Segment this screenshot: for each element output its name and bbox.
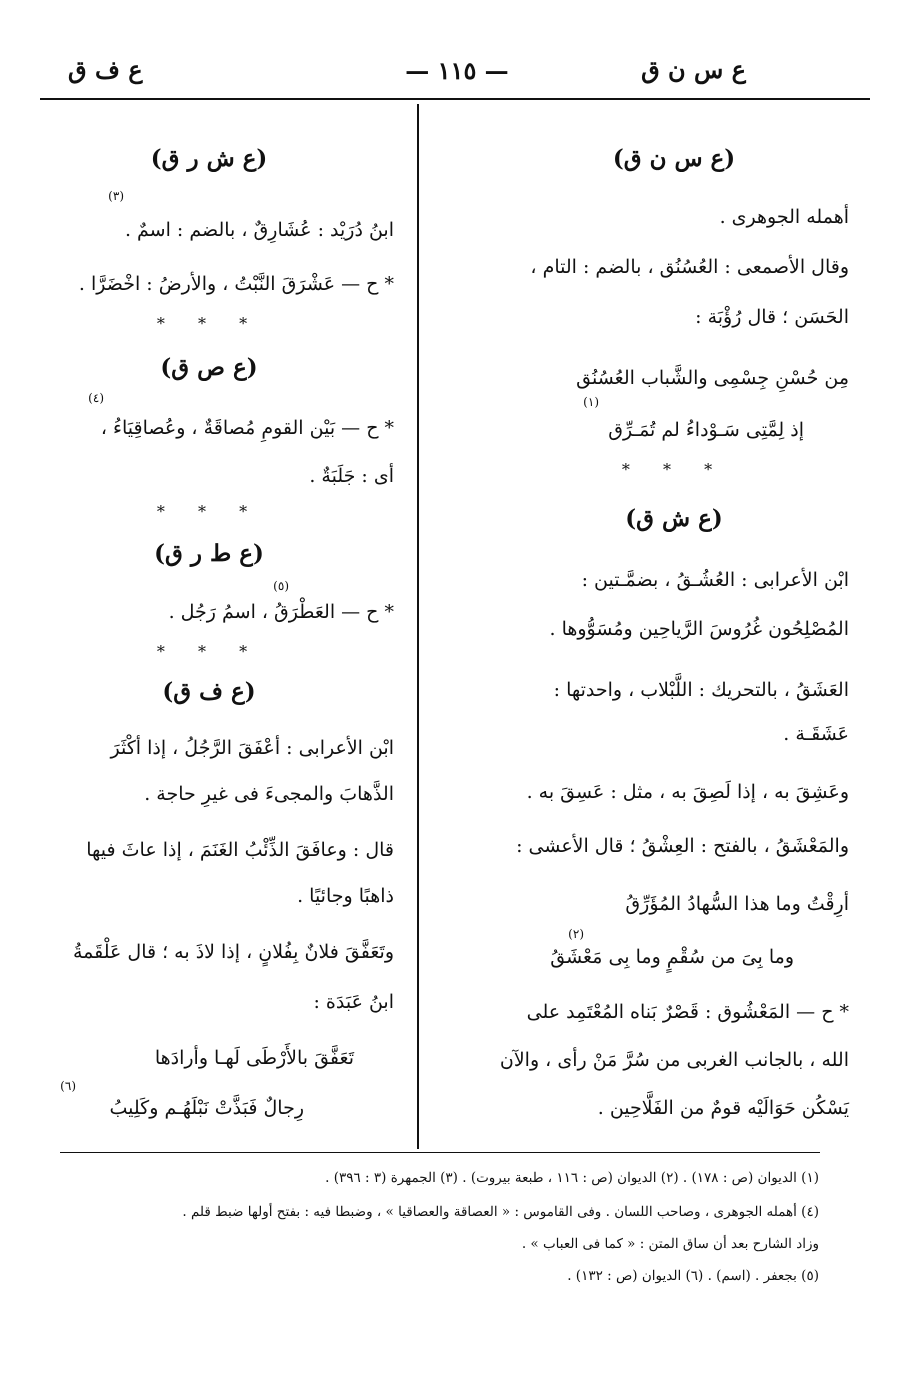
running-head-right: ع س ن ق	[641, 55, 746, 84]
footnote-marker: (١)	[583, 395, 599, 409]
entry-text: * ح — بَيْن القومِ مُصاقَةٌ ، وعُصاقِيَاءُ ،	[100, 417, 394, 439]
footnote-line: (٤) أهمله الجوهرى ، وصاحب اللسان . وفى القاموس : « العصاقة والعصاقيا » ، وضبطا فيه : بفتح أولها ضبط قلم .	[182, 1204, 819, 1220]
entry-text: ذاهبًا وجائيًا .	[297, 885, 394, 907]
entry-text: المُصْلِحُون غُرُوسَ الرَّياحِين ومُسَوُّوها .	[549, 618, 849, 640]
footnote-marker: (٣)	[108, 189, 124, 203]
footnote-rule	[60, 1152, 820, 1153]
entry-text: وتَعَفَّقَ فلانٌ بِفُلانٍ ، إذا لاذَ به ؛ قال عَلْقَمةُ	[72, 941, 394, 963]
entry-text: الله ، بالجانب الغربى من سُرَّ مَنْ رأى ، والآن	[499, 1049, 849, 1071]
entry-text: الذَّهابَ والمجىءَ فى غيرِ حاجة .	[144, 783, 394, 805]
entry-text: ابنُ عَبَدَة :	[313, 991, 394, 1013]
entry-text: العَشَقُ ، بالتحريك : اللَّبْلاب ، واحدتها :	[553, 679, 849, 701]
entry-text: قال : وعافَقَ الذِّئْبُ الغَنَمَ ، إذا عاثَ فيها	[86, 839, 394, 861]
entry-text: أى : جَلَبَةٌ .	[309, 465, 394, 487]
entry-heading: (ع ص ق)	[160, 354, 258, 381]
section-separator: * * *	[156, 314, 262, 333]
entry-text: وقال الأصمعى : العُسُنُق ، بالضم : التام ،	[530, 256, 849, 278]
entry-text: ابنُ دُرَيْد : عُشَارِقٌ ، بالضم : اسمٌ .	[124, 219, 394, 241]
footnote-marker: (٥)	[273, 579, 289, 593]
entry-text: والمَعْشَقُ ، بالفتح : العِشْقُ ؛ قال الأعشى :	[516, 835, 849, 857]
entry-text: الحَسَن ؛ قال رُؤْبَة :	[695, 306, 849, 328]
footnote-marker: (٤)	[88, 391, 104, 405]
entry-text: عَشَقَـة .	[783, 723, 849, 745]
entry-text: وعَشِقَ به ، إذا لَصِقَ به ، مثل : عَسِقَ به .	[526, 781, 849, 803]
entry-text: أهمله الجوهرى .	[719, 206, 849, 228]
entry-text: يَسْكُن حَوَالَيْه قومٌ من الفَلَّاحِين .	[597, 1097, 849, 1119]
section-separator: * * *	[621, 460, 727, 479]
entry-heading: (ع ط ر ق)	[154, 540, 264, 567]
entry-heading: (ع ف ق)	[162, 678, 256, 705]
verse-line: مِن حُسْنِ جِسْمِى والشَّباب العُسُنُق	[576, 367, 849, 389]
verse-line: أرِقْتُ وما هذا السُّهادُ المُؤَرِّقُ	[625, 893, 849, 915]
section-separator: * * *	[156, 502, 262, 521]
entry-text: * ح — عَشْرَقَ النَّبْتُ ، والأرضُ : اخْضَرَّا .	[78, 273, 394, 295]
section-separator: * * *	[156, 642, 262, 661]
footnote-line: (٥) بجعفر . (اسم) . (٦) الديوان (ص : ١٣٢) .	[567, 1268, 819, 1284]
verse-line: إذ لِمَّتِى سَـوْداءُ لم تُمَـرِّق	[608, 419, 804, 441]
footnote-line: وزاد الشارح بعد أن ساق المتن : « كما فى العباب » .	[521, 1236, 819, 1252]
header-rule	[40, 98, 870, 100]
column-divider	[417, 104, 419, 1149]
verse-line: وما بِىَ من سُقْمٍ وما بِى مَعْشَقُ	[550, 946, 794, 968]
entry-text: * ح — المَعْشُوق : قَصْرٌ بَناه المُعْتَمِد على	[526, 1001, 849, 1023]
entry-text: * ح — العَطْرَقُ ، اسمُ رَجُل .	[168, 601, 394, 623]
page-number: — ١١٥ —	[405, 56, 509, 85]
footnote-marker: (٢)	[568, 927, 584, 941]
footnote-line: (١) الديوان (ص : ١٧٨) . (٢) الديوان (ص : ١١٦ ، طبعة بيروت) . (٣) الجمهرة (٣ : ٣٩٦) .	[325, 1170, 819, 1186]
entry-heading: (ع ش ق)	[625, 505, 723, 532]
entry-text: ابْن الأعرابى : أعْفَقَ الرَّجُلُ ، إذا أكْثَرَ	[110, 737, 394, 759]
verse-line: رِجالٌ فَبَذَّتْ نَبْلَهُـم وكَلِيبُ	[109, 1097, 304, 1119]
entry-heading: (ع ش ر ق)	[150, 145, 268, 172]
footnote-marker: (٦)	[60, 1079, 76, 1093]
verse-line: تَعَفَّقَ بالأَرْطَى لَهـا وأرادَها	[154, 1047, 354, 1069]
entry-text: ابْن الأعرابى : العُشُـقُ ، بضمَّـتين :	[581, 569, 849, 591]
running-head-left: ع ف ق	[68, 55, 143, 84]
entry-heading: (ع س ن ق)	[612, 145, 736, 172]
